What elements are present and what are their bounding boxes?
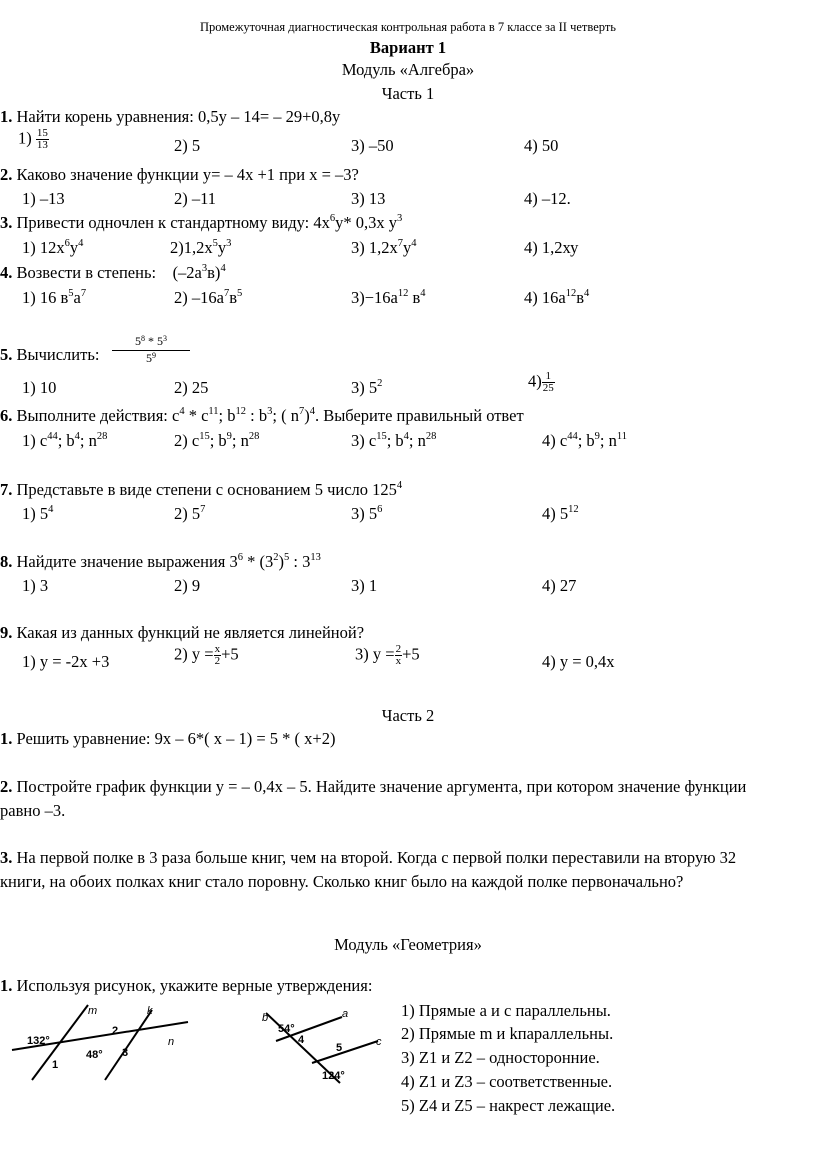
variant-title: Вариант 1 (369, 38, 447, 57)
part2-question-1: 1. Решить уравнение: 9х – 6*( х – 1) = 5 * ( х+2) (0, 729, 336, 748)
q2-answer-2: 2) –11 (174, 189, 217, 208)
fig2-label-a: a (342, 1008, 349, 1020)
module-geometry-title: Модуль «Геометрия» (334, 935, 482, 954)
page-header: Промежуточная диагностическая контрольная работа в 7 классе за II четверть (199, 20, 616, 34)
question-5: 5. Вычислить: (0, 345, 100, 364)
q7-answer-1: 1) $5^4$ (22, 504, 54, 523)
q7-answer-3: 3) $5^6$ (351, 504, 383, 523)
q1-answer-1: 1) $\frac{15}{13}$ (18, 127, 48, 151)
fig1-angle-3: 3 (122, 1047, 129, 1059)
question-2: 2. Каково значение функции у= – 4х +1 при х = –3? (0, 165, 359, 184)
q6-answer-1: 1) $с^{44}$; $b^4$; $n^{28}$ (22, 431, 108, 450)
q8-answer-3: 3) 1 (351, 576, 378, 595)
q9-answer-2: 2) у = х 2 +5 (174, 643, 239, 667)
q5-answer-2: 2) 25 (174, 378, 209, 397)
q7-answer-4: 4) $5^{12}$ (542, 504, 579, 523)
q4-answer-1: 1) 16 $в^5а^7$ (22, 288, 87, 307)
part1-title: Часть 1 (381, 84, 435, 103)
q1-answer-3: 3) –50 (351, 136, 394, 155)
fig1-label-m: m (88, 1005, 98, 1017)
fig1-label-k: k (147, 1005, 153, 1017)
fig2-angle-54: 54° (278, 1023, 295, 1035)
question-1: 1. Найти корень уравнения: 0,5у – 14= – 29+0,8у (0, 107, 341, 126)
fig2-angle-5: 5 (336, 1042, 343, 1054)
question-3: 3. Привести одночлен к стандартному виду: $4х^6у*$ 0,3х $у^3$ (0, 213, 403, 232)
q8-answer-4: 4) 27 (542, 576, 577, 595)
q2-answer-4: 4) –12. (524, 189, 571, 208)
fig2-angle-4: 4 (298, 1034, 305, 1046)
q3-answer-2: $2)1,2х^5у^3$ (170, 238, 232, 257)
fig1-angle-1: 1 (52, 1059, 59, 1071)
question-6: 6. Выполните действия: $с^4 * с^{11}$; $b^{12}$ : $b^3$; ( $n^7)^4$. Выберите правильный ответ (0, 406, 524, 425)
question-7: 7. Представьте в виде степени с основанием 5 число $125^4$ (0, 480, 403, 499)
q6-answer-3: 3) $с^{15}$; $b^4$; $n^{28}$ (351, 431, 437, 450)
q5-answer-1: 1) 10 (22, 378, 57, 397)
q9-answer-1: 1) у = -2х +3 (22, 652, 110, 671)
question-4: 4. Возвести в степень: $(-2а^3в)^4$ (0, 263, 226, 282)
figure-2 (258, 1003, 393, 1085)
q8-answer-1: 1) 3 (22, 576, 49, 595)
module-algebra-title: Модуль «Алгебра» (341, 60, 475, 79)
geometry-question-1: 1. Используя рисунок, укажите верные утверждения: (0, 976, 373, 995)
q6-answer-2: 2) $с^{15}$; $b^9$; $n^{28}$ (174, 431, 260, 450)
q3-answer-4: 4) 1,2ху (524, 238, 579, 257)
q4-answer-4: 4) $16а^{12}в^4$ (524, 288, 590, 307)
geometry-statement-2: 2) Прямые m и kпараллельны. (401, 1024, 614, 1043)
fig1-angle-48: 48° (86, 1049, 103, 1061)
geometry-statement-4: 4) Z1 и Z3 – соответственные. (401, 1072, 613, 1091)
q9-answer-4: 4) у = 0,4х (542, 652, 615, 671)
q5-answer-3: 3) $5^2$ (351, 378, 383, 397)
q5-answer-4: 4) $\frac{1}{25}$ (528, 370, 554, 394)
part2-question-2: 2. Постройте график функции у = – 0,4х – 5. Найдите значение аргумента, при котором значение функции (0, 777, 747, 796)
q5-fraction: $5^8 * 5^3$ $5^9$ (112, 334, 190, 367)
q9-answer-3: 3) у = 2 х +5 (355, 643, 420, 667)
part2-question-3-cont: книги, на обоих полках книг стало поровну. Сколько книг было на каждой полке первоначально? (0, 872, 684, 891)
q3-answer-3: 3) $1,2х^7у^4$ (351, 238, 417, 257)
question-8: 8. Найдите значение выражения $3^6 * (3^2)^5$ : $3^{13}$ (0, 552, 321, 571)
fig2-label-c: c (376, 1036, 382, 1048)
geometry-statement-1: 1) Прямые а и с параллельны. (401, 1001, 611, 1020)
part2-question-3: 3. На первой полке в 3 раза больше книг, чем на второй. Когда с первой полки переставили на вторую 32 (0, 848, 737, 867)
q4-answer-3: $3)-16а^{12}$ $в^4$ (351, 288, 426, 307)
q7-answer-2: 2) $5^7$ (174, 504, 206, 523)
geometry-statement-5: 5) Z4 и Z5 – накрест лежащие. (401, 1096, 616, 1115)
geometry-statement-3: 3) Z1 и Z2 – односторонние. (401, 1048, 600, 1067)
fig1-label-n: n (168, 1036, 175, 1048)
q4-answer-2: 2) $-16а^7в^5$ (174, 288, 243, 307)
figure-1 (10, 1000, 195, 1085)
part2-title: Часть 2 (381, 706, 435, 725)
q1-answer-2: 2) 5 (174, 136, 201, 155)
q2-answer-1: 1) –13 (22, 189, 65, 208)
q2-answer-3: 3) 13 (351, 189, 386, 208)
q3-answer-1: 1) $12х^6у^4$ (22, 238, 84, 257)
question-9: 9. Какая из данных функций не является линейной? (0, 623, 365, 642)
fig2-line-c (312, 1041, 378, 1063)
fig2-angle-124: 124° (322, 1070, 345, 1082)
fig1-line-k (105, 1010, 152, 1080)
fig2-label-b: b (262, 1012, 269, 1024)
fig1-angle-2: 2 (112, 1025, 119, 1037)
q8-answer-2: 2) 9 (174, 576, 201, 595)
q6-answer-4: 4) $с^{44}$; $b^9$; $n^{11}$ (542, 431, 628, 450)
q1-answer-4: 4) 50 (524, 136, 559, 155)
part2-question-2-cont: равно –3. (0, 801, 66, 820)
fig1-angle-132: 132° (27, 1035, 50, 1047)
